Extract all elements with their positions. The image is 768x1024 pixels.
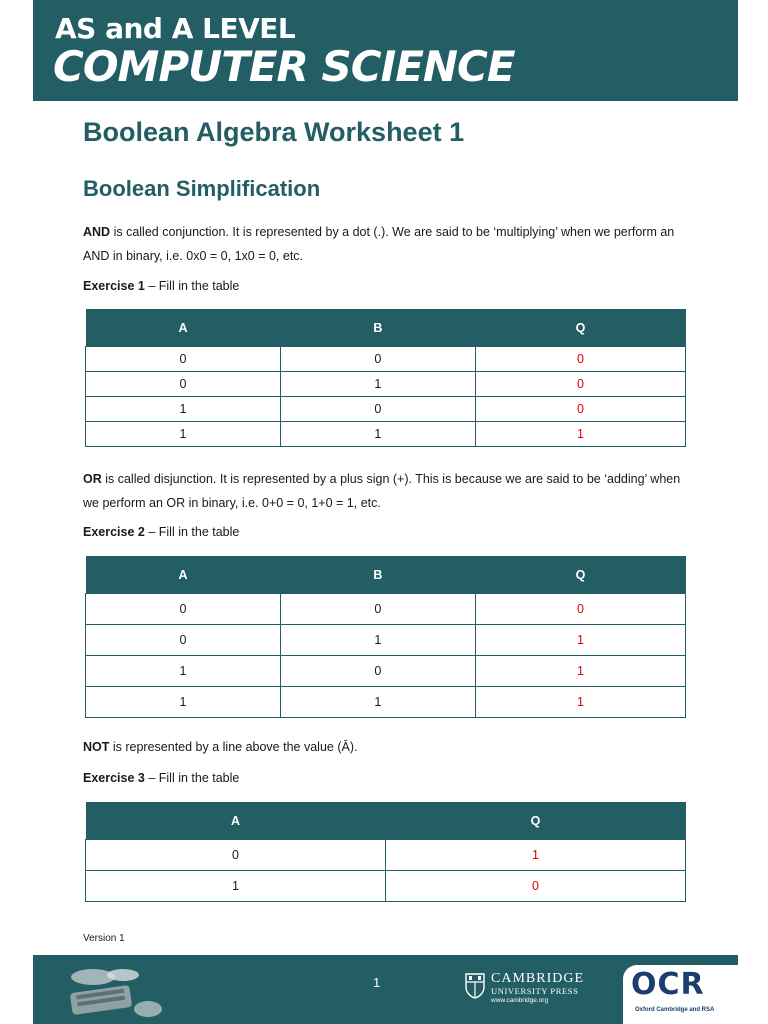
table-cell-a[interactable]: 0 [86,372,281,397]
table-header-row [86,556,686,594]
page-title: Boolean Algebra Worksheet 1 [83,117,465,147]
table-row [86,625,686,656]
table-cell-a[interactable]: 1 [86,397,281,422]
table-cell-q[interactable]: 1 [475,422,685,447]
table-row [86,594,686,625]
table-cell-a[interactable]: 0 [86,347,281,372]
laptop-photo-icon [53,963,165,1019]
table-row [86,871,686,902]
column-header: A [86,802,386,840]
table-cell-a[interactable]: 1 [86,871,386,902]
version-label: Version 1 [83,933,125,944]
ocr-logo-text: OCR [631,967,705,1002]
exercise1-title: Exercise 1 [83,279,145,293]
publisher-sub: UNIVERSITY PRESS [491,986,579,996]
table-cell-q[interactable]: 0 [475,372,685,397]
exercise2-label [83,525,239,539]
table-cell-a[interactable]: 0 [86,625,281,656]
ocr-logo [623,965,738,1024]
table-cell-q[interactable]: 0 [386,871,686,902]
table-row [86,840,686,871]
column-header: Q [475,556,685,594]
truth-table-and [85,309,686,447]
table-row [86,656,686,687]
publisher-url[interactable]: www.cambridge.org [491,997,549,1004]
not-term: NOT [83,740,110,754]
table-cell-q[interactable]: 1 [475,687,685,718]
column-header: B [280,309,475,347]
table-cell-b[interactable]: 0 [280,347,475,372]
header-banner [33,0,738,101]
table-cell-q[interactable]: 0 [475,397,685,422]
column-header: Q [386,802,686,840]
table-cell-a[interactable]: 0 [86,594,281,625]
or-intro-paragraph [83,467,693,515]
table-cell-q[interactable]: 1 [475,625,685,656]
exercise3-title: Exercise 3 [83,771,145,785]
or-term: OR [83,472,102,486]
section-title: Boolean Simplification [83,176,321,201]
table-cell-a[interactable]: 1 [86,687,281,718]
footer-bar [33,955,738,1024]
cambridge-logo [465,971,595,1011]
page-number: 1 [373,975,381,990]
table-header-row [86,802,686,840]
table-cell-b[interactable]: 0 [280,397,475,422]
ocr-logo-sub: Oxford Cambridge and RSA [635,1007,715,1013]
publisher-name: CAMBRIDGE [491,971,585,986]
table-header-row [86,309,686,347]
and-intro-text: is called conjunction. It is represented by a dot (.). We are said to be ‘multiplying’ when we perform an AND in binary, i.e. 0x0 = 0, 1x0 = 0, etc. [83,225,675,263]
not-intro-text: is represented by a line above the value (Ā). [109,740,358,754]
table-cell-q[interactable]: 0 [475,347,685,372]
table-row [86,422,686,447]
table-row [86,687,686,718]
cambridge-shield-icon [465,973,485,999]
header-line2: COMPUTER SCIENCE [53,42,515,91]
exercise3-label [83,771,239,785]
table-cell-a[interactable]: 1 [86,656,281,687]
exercise1-label [83,279,239,293]
table-cell-b[interactable]: 0 [280,656,475,687]
exercise2-title: Exercise 2 [83,525,145,539]
column-header: A [86,556,281,594]
table-cell-b[interactable]: 1 [280,687,475,718]
table-row [86,397,686,422]
table-cell-q[interactable]: 0 [475,594,685,625]
exercise2-text: – Fill in the table [144,525,240,539]
and-intro-paragraph [83,220,693,268]
truth-table-or [85,556,686,718]
table-row [86,347,686,372]
exercise3-text: – Fill in the table [144,771,240,785]
table-cell-q[interactable]: 1 [475,656,685,687]
not-intro-paragraph [83,735,693,759]
column-header: B [280,556,475,594]
column-header: A [86,309,281,347]
table-cell-b[interactable]: 1 [280,422,475,447]
table-cell-q[interactable]: 1 [386,840,686,871]
exercise1-text: – Fill in the table [144,279,240,293]
column-header: Q [475,309,685,347]
and-term: AND [83,225,111,239]
truth-table-not [85,802,686,902]
table-row [86,372,686,397]
or-intro-text: is called disjunction. It is represented by a plus sign (+). This is because we are said to be ‘adding’ when we perform an OR in binary, i.e. 0+0 = 0, 1+0 = 1, etc. [83,472,681,510]
table-cell-b[interactable]: 0 [280,594,475,625]
table-cell-a[interactable]: 1 [86,422,281,447]
table-cell-b[interactable]: 1 [280,625,475,656]
table-cell-a[interactable]: 0 [86,840,386,871]
header-line1: AS and A LEVEL [55,12,296,45]
table-cell-b[interactable]: 1 [280,372,475,397]
